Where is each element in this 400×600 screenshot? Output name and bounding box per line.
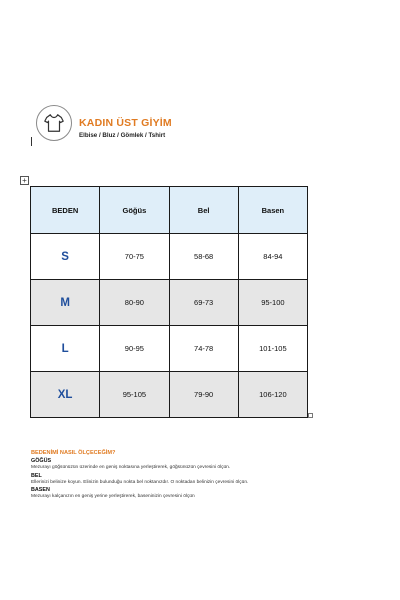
basen-value: 95-100 (238, 280, 307, 326)
guide-label-bel: BEL (31, 472, 42, 479)
table-move-handle[interactable]: + (20, 176, 29, 185)
basen-value: 101-105 (238, 326, 307, 372)
table-row (31, 372, 308, 418)
bel-value: 58-68 (169, 234, 238, 280)
size-label: L (31, 326, 100, 372)
guide-text-basen: Mezurayı kalçanızın en geniş yerine yerleştirerek, baseninizin çevresini ölçün (31, 494, 195, 499)
size-label: S (31, 234, 100, 280)
column-header-bel: Bel (169, 187, 238, 234)
basen-value: 106-120 (238, 372, 307, 418)
bel-value: 79-90 (169, 372, 238, 418)
table-resize-handle[interactable] (308, 413, 313, 418)
tshirt-icon-badge (36, 105, 72, 141)
gogus-value: 70-75 (100, 234, 169, 280)
table-row (31, 326, 308, 372)
page-title: KADIN ÜST GİYİM (79, 117, 172, 129)
guide-text-bel: Ellerinizi belinize koyun. Elinizin bulunduğu nokta bel noktanızdır. O noktadan belinizin çevresini ölçün. (31, 479, 249, 485)
size-label: XL (31, 372, 100, 418)
measurement-guide (31, 450, 271, 501)
column-header-basen: Basen (238, 187, 307, 234)
text-cursor (31, 137, 32, 146)
size-chart-table (30, 186, 308, 418)
gogus-value: 80-90 (100, 280, 169, 326)
bel-value: 69-73 (169, 280, 238, 326)
gogus-value: 95-105 (100, 372, 169, 418)
tshirt-icon (43, 112, 65, 134)
guide-label-gogus: GÖĞÜS (31, 458, 52, 464)
size-label: M (31, 280, 100, 326)
table-row (31, 280, 308, 326)
guide-heading: BEDENİMİ NASIL ÖLÇECEĞİM? (31, 450, 116, 456)
column-header-beden: BEDEN (31, 187, 100, 234)
gogus-value: 90-95 (100, 326, 169, 372)
table-row (31, 234, 308, 280)
guide-label-basen: BASEN (31, 487, 50, 493)
column-header-gogus: Göğüs (100, 187, 169, 234)
guide-text-gogus: Mezurayı göğsünüzün üzerinde en geniş noktasına yerleştirerek, göğsünüzün çevresini ölçün. (31, 465, 231, 470)
page-subtitle: Elbise / Bluz / Gömlek / Tshirt (79, 132, 166, 139)
table-header-row (31, 187, 308, 234)
bel-value: 74-78 (169, 326, 238, 372)
basen-value: 84-94 (238, 234, 307, 280)
